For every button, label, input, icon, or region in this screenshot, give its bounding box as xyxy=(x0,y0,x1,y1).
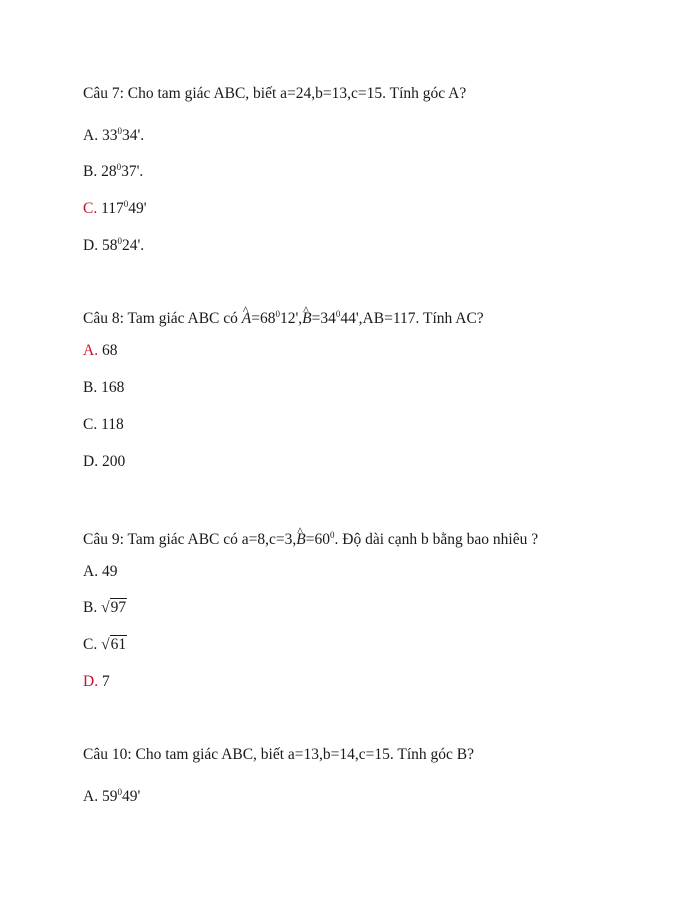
question-8-option-c: C. 118 xyxy=(83,416,124,433)
question-7-stem: Câu 7: Cho tam giác ABC, biết a=24,b=13,c=15. Tính góc A? xyxy=(83,85,467,102)
correct-answer-letter: D. xyxy=(83,673,99,690)
question-8-option-a: A. 68 xyxy=(83,342,118,359)
question-10-option-a: A. $59^049'$ xyxy=(83,787,141,805)
question-7-option-b: B. $28^037'$. xyxy=(83,162,144,180)
question-9-option-a: A. 49 xyxy=(83,563,118,580)
question-9-stem: Câu 9: Tam giác ABC có a=8,c=3,^ $B=60^0$. Độ dài cạnh b bằng bao nhiêu ? xyxy=(83,525,538,550)
square-root: √97 xyxy=(101,599,127,616)
question-7-option-c: C. $117^049'$ xyxy=(83,199,147,217)
angle-a-symbol: ^ A xyxy=(242,309,251,329)
question-10-stem: Câu 10: Cho tam giác ABC, biết a=13,b=14,c=15. Tính góc B? xyxy=(83,746,475,763)
question-7-option-a: A. $33^034'$. xyxy=(83,126,145,144)
question-7-option-d: D. $58^024'$. xyxy=(83,236,145,254)
angle-b-symbol: ^ B xyxy=(302,309,311,329)
question-9-option-c: C. √61 xyxy=(83,636,127,653)
question-8-option-b: B. 168 xyxy=(83,379,125,396)
square-root: √61 xyxy=(101,636,127,653)
correct-answer-letter: C. xyxy=(83,200,98,217)
correct-answer-letter: A. xyxy=(83,342,99,359)
question-9-option-d: D. 7 xyxy=(83,673,110,690)
question-8-option-d: D. 200 xyxy=(83,453,126,470)
angle-b-symbol: ^ B xyxy=(296,530,305,550)
question-8-stem: Câu 8: Tam giác ABC có ^ $A=68^012',\^{}$ $B=34^044',AB=117$. Tính AC? xyxy=(83,304,484,329)
question-9-option-b: B. √97 xyxy=(83,599,127,616)
